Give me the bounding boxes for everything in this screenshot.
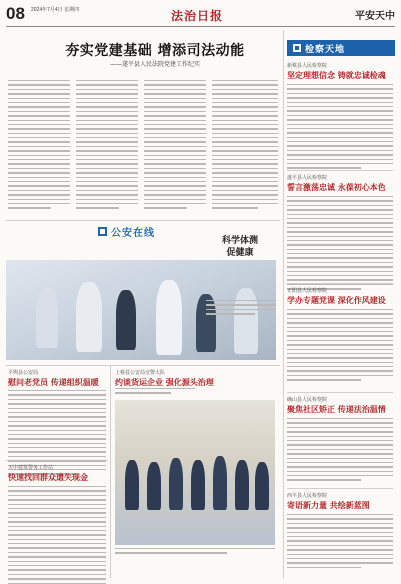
- masthead: 法治日报: [171, 9, 224, 23]
- police-online-title: 公安在线: [111, 228, 155, 239]
- procuratorate-banner: [287, 40, 395, 56]
- photo-overlay-headline: [205, 235, 275, 259]
- lead-text-col-4: [212, 80, 278, 212]
- column-rule-bottom-left: [110, 365, 111, 578]
- procuratorate-title: 检察天地: [305, 43, 346, 54]
- lead-text-col-2: [76, 80, 138, 212]
- story-headline: 坚定理想信念 铸就忠诚检魂: [287, 70, 386, 80]
- story-headline: 慰问老党员 传递组织温暖: [8, 377, 99, 387]
- story-kicker: 平舆县公安局: [8, 370, 39, 376]
- story-headline: 快速找回群众遗失现金: [8, 472, 88, 482]
- section-rule-photo: [6, 365, 280, 366]
- story-headline: 寄语新力量 共绘新蓝图: [287, 500, 370, 510]
- photo-overlay-line-1: 科学体测: [221, 236, 258, 246]
- story-body: [287, 196, 393, 293]
- story-kicker: 西平县人民检察院: [287, 493, 328, 499]
- story-headline: 学办专题党课 深化作风建设: [287, 295, 386, 305]
- lead-subtitle: ——遂平县人民法院党建工作纪实: [109, 61, 200, 68]
- date-line: 2024年7月4日 星期四: [31, 7, 80, 13]
- story-kicker: 上蔡县公安局交警大队: [115, 370, 166, 376]
- story-kicker: 遂平县人民检察院: [287, 175, 328, 181]
- photo-caption-lines: [206, 300, 276, 318]
- story-rule: [287, 170, 393, 171]
- story-rule: [287, 488, 393, 489]
- photo-overlay-line-2: 促健康: [226, 248, 254, 258]
- square-icon: [98, 227, 107, 236]
- header-rule: [6, 26, 395, 27]
- photo-caption-lines: [115, 548, 275, 557]
- section-rule-lead: [6, 220, 280, 221]
- traffic-police-photo: [115, 400, 275, 545]
- page-number: 08: [6, 4, 25, 23]
- story-headline: 聚焦社区矫正 传递法治温情: [287, 404, 386, 414]
- story-body: [115, 388, 195, 397]
- story-body: [287, 309, 393, 384]
- story-body: [287, 418, 393, 484]
- square-icon: [293, 44, 301, 52]
- story-rule: [287, 392, 393, 393]
- police-online-banner: [98, 224, 155, 239]
- story-body: [8, 486, 106, 584]
- page-header: [6, 4, 395, 26]
- story-kicker: 新蔡县人民检察院: [287, 63, 328, 69]
- story-kicker: 确山县人民检察院: [287, 397, 328, 403]
- story-headline: 誓言激荡忠诚 永葆初心本色: [287, 182, 386, 192]
- story-kicker: 正阳县人民检察院: [287, 288, 328, 294]
- story-body: [287, 84, 393, 172]
- story-rule: [287, 283, 393, 284]
- lead-headline: 夯实党建基础 增添司法动能: [65, 43, 245, 59]
- story-kicker: 天中建筑警务工作站: [8, 465, 54, 471]
- lead-text-col-1: [8, 80, 70, 212]
- story-body: [287, 514, 393, 571]
- section-name: 平安天中: [355, 11, 395, 22]
- lead-text-col-3: [144, 80, 206, 212]
- column-rule-right: [283, 30, 284, 578]
- story-headline: 约谈货运企业 强化源头治理: [115, 377, 214, 387]
